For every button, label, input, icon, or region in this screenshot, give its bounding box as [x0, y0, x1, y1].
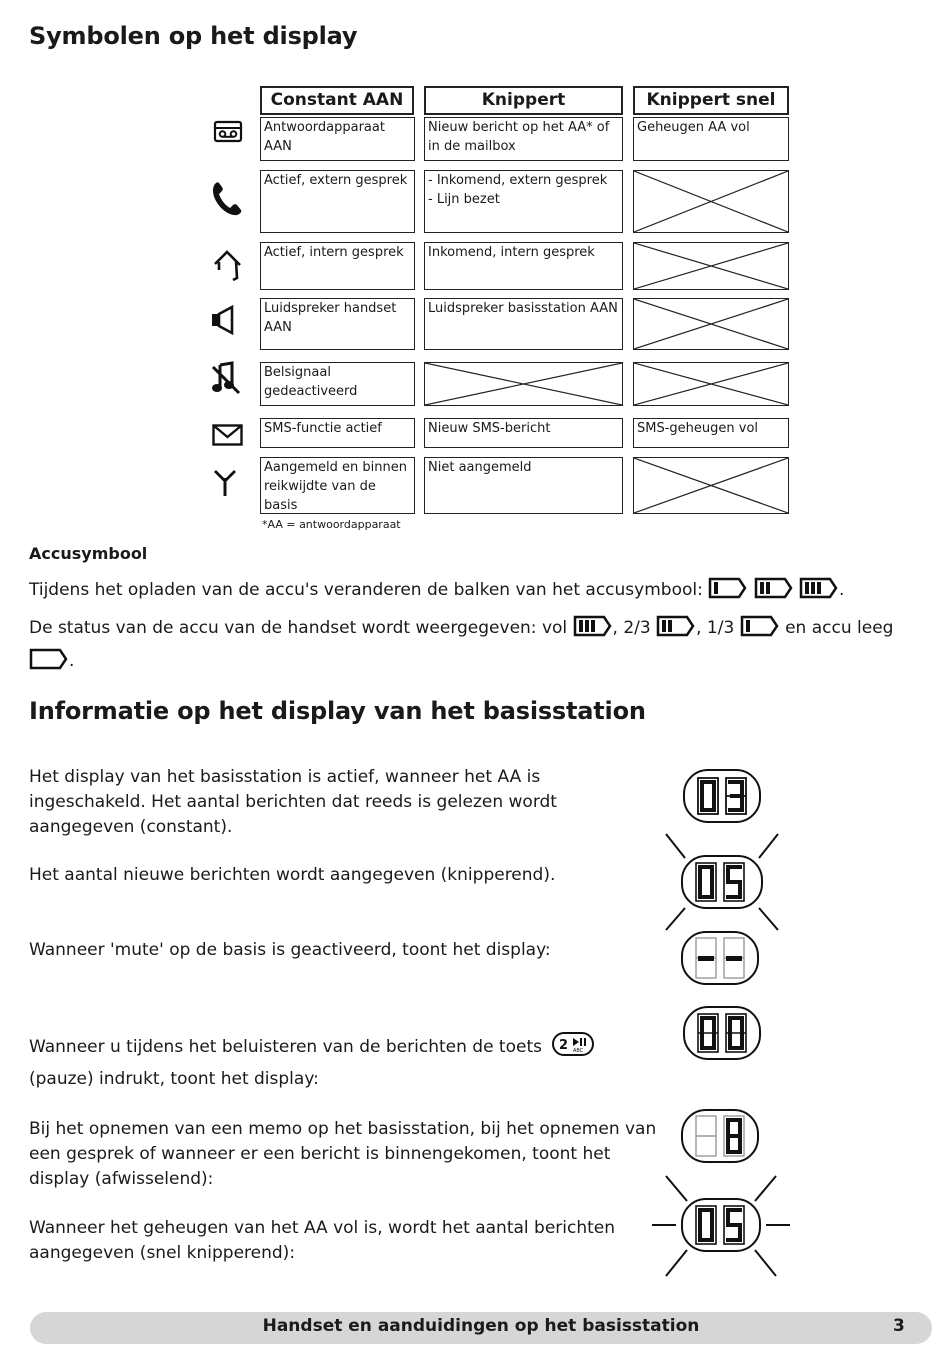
battery-empty-icon — [29, 648, 69, 670]
para-pause-text: Wanneer u tijdens het beluisteren van de berichten de toets — [29, 1037, 542, 1057]
envelope-icon — [212, 424, 243, 446]
cell-row2-constant: Actief, extern gesprek — [260, 170, 415, 233]
accu-line2 — [29, 615, 893, 641]
cell-row4-constant: Luidspreker handset AAN — [260, 298, 415, 350]
cell-row6-blink: Nieuw SMS-bericht — [424, 418, 623, 448]
cell-row2-blink: - Inkomend, extern gesprek - Lijn bezet — [424, 170, 623, 233]
pause-key-sub: ABC — [573, 1048, 584, 1054]
base-display-constant — [682, 768, 762, 824]
section-title-symbols: Symbolen op het display — [29, 22, 358, 50]
intercom-house-icon — [212, 248, 244, 282]
cell-row2-fast-empty — [633, 170, 789, 233]
base-display-fast-blinking — [650, 1172, 792, 1280]
accu-line3 — [29, 648, 74, 674]
accu-title: Accusymbool — [29, 544, 148, 563]
cell-row3-fast-empty — [633, 242, 789, 290]
para-new-messages: Het aantal nieuwe berichten wordt aangegeven (knipperend). — [29, 865, 556, 885]
para-memory-full: Wanneer het geheugen van het AA vol is, wordt het aantal berichten aangegeven (snel knipperend): — [29, 1218, 616, 1263]
para-display-active: Het display van het basisstation is actief, wanneer het AA is ingeschakeld. Het aantal berichten dat reeds is gelezen wordt aangegeven (constant). — [29, 767, 557, 837]
ringer-off-icon — [210, 361, 242, 395]
cell-row3-blink: Inkomend, intern gesprek — [424, 242, 623, 290]
battery-one-third-icon — [740, 615, 780, 637]
table-footnote: *AA = antwoordapparaat — [262, 518, 401, 531]
cell-row6-fast: SMS-geheugen vol — [633, 418, 789, 448]
section-title-base-display: Informatie op het display van het basisstation — [29, 697, 646, 725]
base-display-mute — [680, 930, 760, 986]
accu-line3-end: . — [69, 651, 75, 671]
antenna-icon — [212, 468, 238, 498]
accu-line1-end: . — [839, 580, 845, 600]
speaker-icon — [210, 304, 240, 336]
cell-row7-constant: Aangemeld en binnen reikwijdte van de basis — [260, 457, 415, 514]
cell-row6-constant: SMS-functie actief — [260, 418, 415, 448]
cell-row7-blink: Niet aangemeld — [424, 457, 623, 514]
battery-two-bars-icon — [754, 577, 794, 599]
footer-title: Handset en aanduidingen op het basisstation — [262, 1316, 700, 1336]
cell-row5-fast-empty — [633, 362, 789, 406]
base-display-alternating — [680, 1108, 760, 1164]
para-pause-line1 — [29, 1031, 595, 1060]
cell-row4-blink: Luidspreker basisstation AAN — [424, 298, 623, 350]
page-number: 3 — [893, 1316, 905, 1336]
cell-row1-fast: Geheugen AA vol — [633, 117, 789, 161]
para-pause-line2: (pauze) indrukt, toont het display: — [29, 1069, 319, 1089]
pause-key-label: 2 — [559, 1038, 569, 1053]
phone-handset-icon — [210, 180, 244, 218]
header-fast-blink: Knippert snel — [633, 86, 789, 115]
accu-line2-two-thirds: , 2/3 — [612, 618, 651, 638]
cell-row1-blink: Nieuw bericht op het AA* of in de mailbox — [424, 117, 623, 161]
accu-line2-empty: en accu leeg — [785, 618, 894, 638]
accu-line2-one-third: , 1/3 — [696, 618, 735, 638]
base-display-blinking — [660, 830, 784, 934]
battery-three-bars-icon — [799, 577, 839, 599]
pause-key-icon — [551, 1031, 595, 1057]
cell-row4-fast-empty — [633, 298, 789, 350]
base-display-pause — [682, 1005, 762, 1061]
cell-row7-fast-empty — [633, 457, 789, 514]
header-blink: Knippert — [424, 86, 623, 115]
answering-machine-icon — [213, 120, 243, 144]
accu-line1 — [29, 577, 844, 603]
accu-line2-text: De status van de accu van de handset wordt weergegeven: vol — [29, 618, 568, 638]
para-memo-recording: Bij het opnemen van een memo op het basisstation, bij het opnemen van een gesprek of wanneer er een bericht is binnengekomen, toont het display (afwisselend): — [29, 1119, 657, 1189]
battery-two-thirds-icon — [656, 615, 696, 637]
battery-one-bar-icon — [708, 577, 748, 599]
accu-line1-text: Tijdens het opladen van de accu's veranderen de balken van het accusymbool: — [29, 580, 703, 600]
cell-row5-blink-empty — [424, 362, 623, 406]
header-constant: Constant AAN — [260, 86, 414, 115]
battery-full-icon — [573, 615, 613, 637]
cell-row1-constant: Antwoordapparaat AAN — [260, 117, 415, 161]
para-mute: Wanneer 'mute' op de basis is geactiveerd, toont het display: — [29, 940, 551, 960]
cell-row5-constant: Belsignaal gedeactiveerd — [260, 362, 415, 406]
cell-row3-constant: Actief, intern gesprek — [260, 242, 415, 290]
